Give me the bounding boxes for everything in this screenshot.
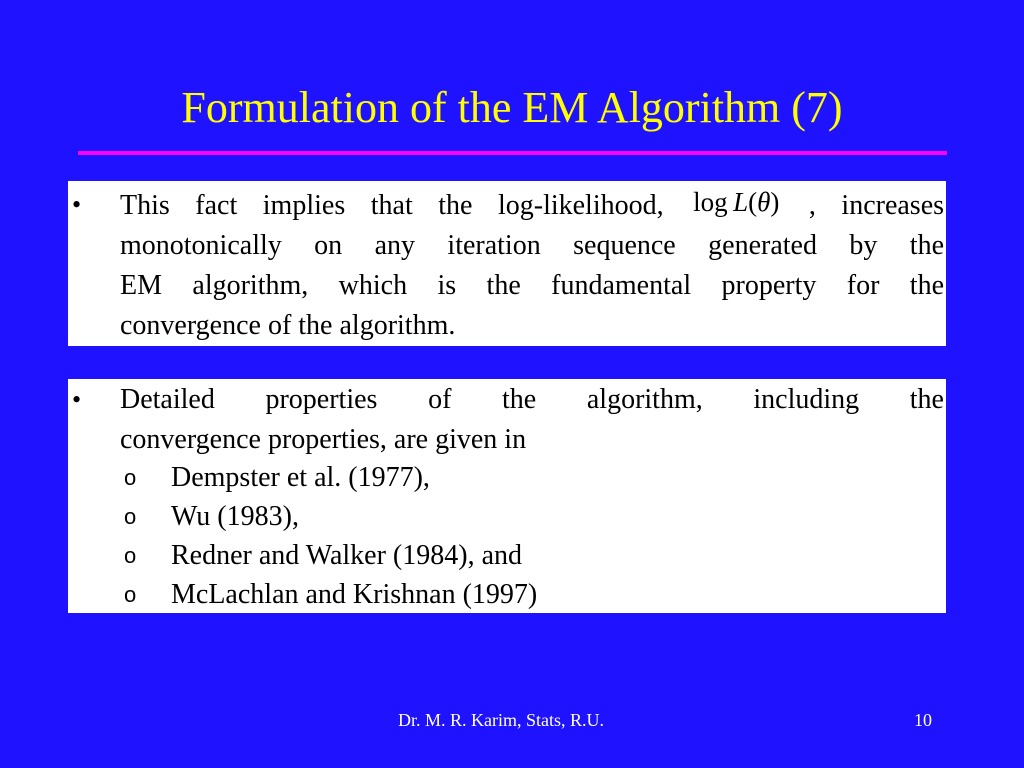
page-number: 10	[914, 710, 932, 730]
content-box-1	[68, 181, 946, 346]
math-paren-open: (	[748, 187, 758, 217]
log-likelihood-formula	[689, 182, 783, 222]
paragraph-line: convergence of the algorithm.	[120, 310, 456, 341]
content-box-2	[68, 379, 946, 613]
footer-author: Dr. M. R. Karim, Stats, R.U.	[398, 710, 605, 730]
list-item	[120, 536, 944, 575]
math-paren-close: )	[770, 187, 780, 217]
list-item	[120, 458, 944, 497]
bullet-icon: •	[72, 190, 82, 219]
paragraph-line	[120, 185, 944, 226]
paragraph-line: convergence properties, are given in	[120, 424, 527, 455]
circle-bullet-icon: o	[124, 465, 137, 490]
bullet-icon: •	[72, 385, 82, 414]
reference-text: McLachlan and Krishnan (1997)	[171, 579, 538, 610]
paragraph-line: Detailed properties of the algorithm, including the	[120, 384, 944, 415]
math-theta: θ	[757, 187, 771, 217]
reference-text: Dempster et al. (1977),	[171, 462, 430, 493]
text-segment: , increases	[808, 190, 945, 221]
title-underline	[78, 151, 947, 155]
math-log: log	[693, 187, 728, 217]
math-L: L	[733, 187, 749, 217]
slide-title: Formulation of the EM Algorithm (7)	[181, 83, 843, 132]
paragraph-line: EM algorithm, which is the fundamental property for the	[120, 270, 944, 301]
reference-text: Redner and Walker (1984), and	[171, 540, 522, 571]
list-item	[120, 575, 944, 614]
reference-text: Wu (1983),	[171, 501, 299, 532]
circle-bullet-icon: o	[124, 504, 137, 529]
paragraph-line: monotonically on any iteration sequence generated by the	[120, 230, 944, 261]
list-item	[120, 497, 944, 536]
paragraph-properties	[120, 380, 944, 460]
paragraph-log-likelihood	[120, 185, 944, 346]
reference-list	[120, 458, 944, 614]
circle-bullet-icon: o	[124, 543, 137, 568]
circle-bullet-icon: o	[124, 582, 137, 607]
text-segment: This fact implies that the log-likelihood,	[120, 190, 664, 221]
